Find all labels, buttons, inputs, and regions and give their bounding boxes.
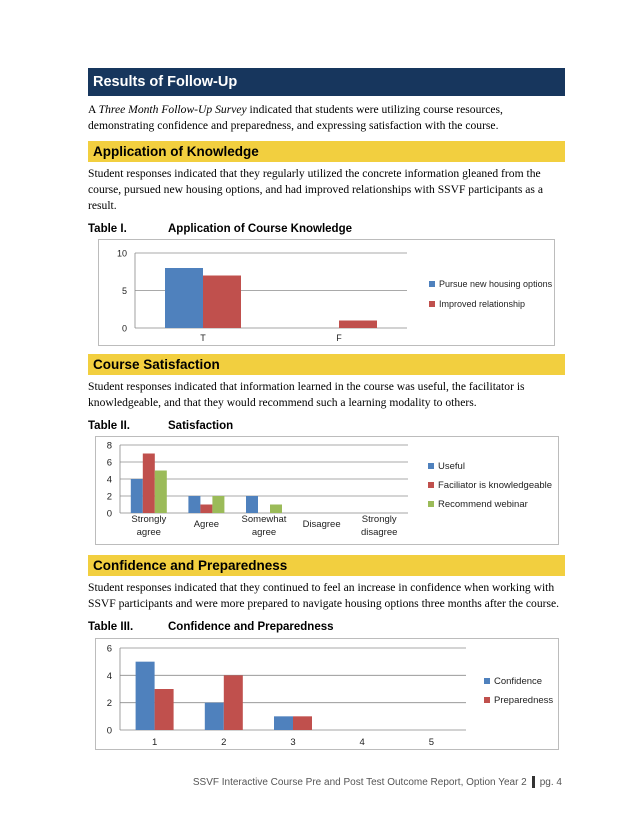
legend-swatch bbox=[484, 697, 490, 703]
y-tick-label: 2 bbox=[106, 698, 112, 710]
legend-label: Preparedness bbox=[493, 695, 553, 706]
y-tick-label: 4 bbox=[106, 670, 112, 682]
legend-swatch bbox=[428, 482, 434, 488]
bar bbox=[246, 496, 258, 513]
table-title: Satisfaction bbox=[168, 420, 234, 432]
y-tick-label: 6 bbox=[106, 457, 112, 469]
bar bbox=[154, 471, 166, 514]
legend-swatch bbox=[428, 501, 434, 507]
legend-label: Useful bbox=[437, 461, 465, 472]
section-header-application: Application of Knowledge bbox=[88, 141, 565, 162]
page-footer bbox=[193, 776, 562, 788]
chart-confidence bbox=[95, 638, 559, 750]
table-label-2 bbox=[88, 419, 565, 434]
x-tick-label: 5 bbox=[428, 737, 434, 748]
bar bbox=[142, 454, 154, 514]
legend-swatch bbox=[484, 678, 490, 684]
y-tick-label: 5 bbox=[121, 286, 127, 296]
report-page bbox=[88, 68, 565, 750]
y-tick-label: 0 bbox=[106, 725, 112, 737]
table-number: Table I. bbox=[88, 223, 127, 235]
x-tick-label: Strongly disagree bbox=[360, 514, 397, 538]
bar bbox=[165, 268, 203, 328]
table-label-3 bbox=[88, 620, 565, 635]
bar bbox=[135, 662, 154, 730]
chart-satisfaction bbox=[95, 436, 559, 545]
table-title: Confidence and Preparedness bbox=[168, 621, 334, 633]
bar bbox=[223, 675, 242, 730]
x-tick-label: 4 bbox=[359, 737, 365, 748]
bar bbox=[293, 716, 312, 730]
chart-svg-application bbox=[99, 240, 554, 345]
legend-label: Improved relationship bbox=[439, 299, 526, 309]
chart-application bbox=[98, 239, 555, 346]
x-tick-label: F bbox=[336, 333, 342, 343]
table-number: Table III. bbox=[88, 621, 134, 633]
bar bbox=[212, 496, 224, 513]
x-tick-label: Somewhat agree bbox=[241, 514, 286, 538]
legend-label: Pursue new housing options bbox=[439, 279, 553, 289]
y-tick-label: 6 bbox=[106, 643, 112, 655]
bar bbox=[204, 703, 223, 730]
section-header-satisfaction: Course Satisfaction bbox=[88, 354, 565, 375]
legend-swatch bbox=[429, 281, 435, 287]
footer-report-title: SSVF Interactive Course Pre and Post Test Outcome Report, Option Year 2 bbox=[192, 776, 527, 788]
x-tick-label: 2 bbox=[220, 737, 226, 748]
y-tick-label: 0 bbox=[106, 508, 112, 520]
table-number: Table II. bbox=[88, 420, 130, 432]
chart-svg-satisfaction bbox=[96, 437, 558, 544]
x-tick-label: 3 bbox=[289, 737, 296, 748]
legend-label: Faciliator is knowledgeable bbox=[437, 480, 552, 491]
chart-svg-confidence bbox=[96, 639, 558, 749]
legend-label: Confidence bbox=[493, 676, 542, 687]
bar bbox=[203, 276, 241, 329]
footer-divider bbox=[532, 776, 535, 788]
y-tick-label: 0 bbox=[121, 323, 127, 334]
bar bbox=[188, 496, 200, 513]
section-body-application: Student responses indicated that they regularly utilized the concrete information gleaned from the course, pursued new housing options, and had improved relationships with SSVF participants as a result. bbox=[88, 167, 543, 212]
x-tick-label: Agree bbox=[193, 519, 219, 530]
y-tick-label: 4 bbox=[106, 474, 112, 486]
bar bbox=[274, 716, 293, 730]
legend-swatch bbox=[428, 463, 434, 469]
section-header-confidence: Confidence and Preparedness bbox=[88, 555, 565, 576]
bar bbox=[130, 479, 142, 513]
bar bbox=[339, 321, 377, 329]
bar bbox=[154, 689, 173, 730]
x-tick-label: Disagree bbox=[302, 519, 341, 530]
results-header: Results of Follow-Up bbox=[88, 68, 565, 96]
legend-swatch bbox=[429, 301, 435, 307]
section-body-satisfaction: Student responses indicated that information learned in the course was useful, the facilitator is knowledgeable, and that they would recommend such a learning modality to others. bbox=[88, 380, 525, 409]
footer-page-number: pg. 4 bbox=[539, 776, 562, 788]
table-title: Application of Course Knowledge bbox=[168, 223, 353, 235]
intro-paragraph: A Three Month Follow-Up Survey indicated that students were utilizing course resources, demonstrating confidence and preparedness, and expressing satisfaction with the course. bbox=[88, 103, 503, 132]
y-tick-label: 8 bbox=[106, 440, 112, 452]
x-tick-label: Strongly agree bbox=[130, 514, 166, 538]
bar bbox=[200, 505, 212, 514]
bar bbox=[270, 505, 282, 514]
x-tick-label: T bbox=[200, 333, 206, 343]
x-tick-label: 1 bbox=[151, 737, 157, 748]
y-tick-label: 10 bbox=[116, 248, 127, 259]
legend-label: Recommend webinar bbox=[437, 499, 528, 510]
y-tick-label: 2 bbox=[106, 491, 112, 503]
section-body-confidence: Student responses indicated that they continued to feel an increase in confidence when working with SSVF participants and were more prepared to navigate housing options three months after the course. bbox=[88, 581, 560, 610]
table-label-1 bbox=[88, 222, 565, 237]
